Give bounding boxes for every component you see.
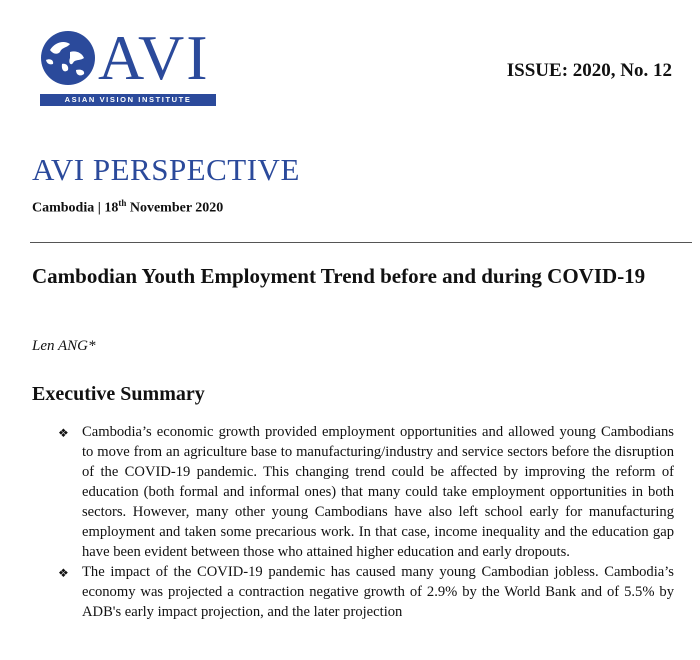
dateline-month-year: November 2020 [126, 200, 224, 216]
dateline-day-suffix: th [118, 198, 127, 208]
dateline-location: Cambodia [32, 200, 95, 216]
avi-logo [40, 22, 225, 112]
dateline [32, 198, 223, 217]
diamond-bullet-icon: ❖ [58, 426, 69, 440]
summary-list [58, 422, 674, 622]
header-divider [30, 242, 692, 243]
logo-tagline: ASIAN VISION INSTITUTE [40, 94, 216, 106]
diamond-bullet-icon: ❖ [58, 566, 69, 580]
bullet-text: Cambodia’s economic growth provided employment opportunities and allowed young Cambodians to move from an agriculture base to manufacturing/industry and service sectors before the disruption of the COVID-19 pandemic. This changing trend could be affected by improving the reform of education (both formal and informal ones) that many could take employment opportunities in both sectors. However, many other young Cambodians have also left school early for manufacturing employment and taken some precarious work. In that case, income inequality and the education gap have been evident between those who attained higher education and early dropouts. [82, 424, 674, 560]
logo-letters: AVI [98, 22, 210, 93]
dateline-day: 18 [104, 200, 119, 216]
series-title: AVI PERSPECTIVE [32, 152, 300, 187]
dateline-separator: | [94, 200, 105, 216]
author-name: Len ANG* [32, 338, 96, 354]
globe-icon [40, 30, 96, 86]
list-item [58, 422, 674, 562]
article-title: Cambodian Youth Employment Trend before and during COVID-19 [32, 264, 646, 288]
bullet-text: The impact of the COVID-19 pandemic has caused many young Cambodian jobless. Cambodia’s economy was projected a contraction negative growth of 2.9% by the World Bank and of 5.5% by ADB's early impact projection, and the later projection [82, 564, 674, 620]
issue-number: ISSUE: 2020, No. 12 [506, 60, 672, 81]
list-item [58, 562, 674, 622]
section-heading: Executive Summary [32, 383, 205, 405]
